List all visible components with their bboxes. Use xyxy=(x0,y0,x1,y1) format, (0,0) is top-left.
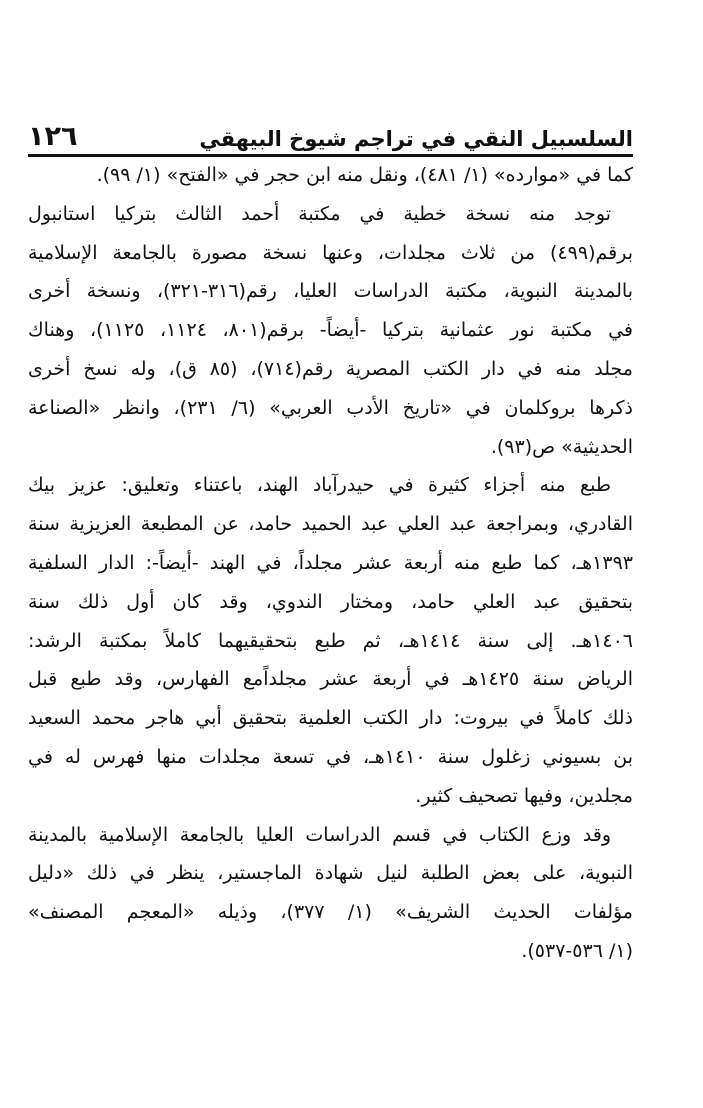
text-line: بتحقيق عبد العلي حامد، ومختار الندوي، وقد كان أول ذلك سنة xyxy=(28,590,633,613)
text-line: النبوية، على بعض الطلبة لنيل شهادة الماجستير، ينظر في ذلك «دليل xyxy=(28,862,633,885)
text-line: وقد وزع الكتاب في قسم الدراسات العليا بالجامعة الإسلامية بالمدينة xyxy=(28,823,611,846)
text-line: مجلدين، وفيها تصحيف كثير. xyxy=(415,784,633,807)
text-line: القادري، وبمراجعة عبد العلي عبد الحميد حامد، عن المطبعة العزيزية سنة xyxy=(28,513,633,536)
text-line: (١/ ٥٣٦-٥٣٧). xyxy=(521,939,633,962)
text-line: في مكتبة نور عثمانية بتركيا -أيضاً- برقم(٨٠١، ١١٢٤، ١١٢٥)، وهناك xyxy=(28,319,633,342)
body-text xyxy=(28,156,633,971)
text-line: الرياض سنة ١٤٢٥هـ في أربعة عشر مجلداًمع الفهارس، وقد طبع قبل xyxy=(28,668,633,691)
text-line: ذكرها بروكلمان في «تاريخ الأدب العربي» (٦/ ٢٣١)، وانظر «الصناعة xyxy=(28,396,633,419)
text-line: برقم(٤٩٩) من ثلاث مجلدات، وعنها نسخة مصورة بالجامعة الإسلامية xyxy=(28,241,633,264)
page-header xyxy=(28,116,633,150)
page-number: ١٢٦ xyxy=(28,121,78,152)
text-line: بالمدينة النبوية، مكتبة الدراسات العليا، رقم(٣١٦-٣٢١)، ونسخة أخرى xyxy=(28,280,633,303)
text-line: طبع منه أجزاء كثيرة في حيدرآباد الهند، باعتناء وتعليق: عزيز بيك xyxy=(28,474,611,497)
text-line: مؤلفات الحديث الشريف» (١/ ٣٧٧)، وذيله «المعجم المصنف» xyxy=(28,901,633,924)
text-line: الحديثية» ص(٩٣). xyxy=(490,435,633,458)
text-line: ١٣٩٣هـ، كما طبع منه أربعة عشر مجلداً، في الهند -أيضاً-: الدار السلفية xyxy=(28,551,633,574)
text-line: كما في «موارده» (١/ ٤٨١)، ونقل منه ابن حجر في «الفتح» (١/ ٩٩). xyxy=(96,164,633,186)
text-line: بن بسيوني زغلول سنة ١٤١٠هـ، في تسعة مجلدات منها فهرس له في xyxy=(28,745,633,768)
text-line: ١٤٠٦هـ. إلى سنة ١٤١٤هـ، ثم طبع بتحقيقيهما كاملاً بمكتبة الرشد: xyxy=(28,629,633,652)
running-title: السلسبيل النقي في تراجم شيوخ البيهقي xyxy=(199,127,633,151)
text-line: مجلد منه في دار الكتب المصرية رقم(٧١٤)، (٨٥ ق)، وله نسخ أخرى xyxy=(28,357,633,380)
text-line: توجد منه نسخة خطية في مكتبة أحمد الثالث بتركيا استانبول xyxy=(28,202,611,225)
text-line: ذلك كاملاً في بيروت: دار الكتب العلمية بتحقيق أبي هاجر محمد السعيد xyxy=(28,707,633,730)
